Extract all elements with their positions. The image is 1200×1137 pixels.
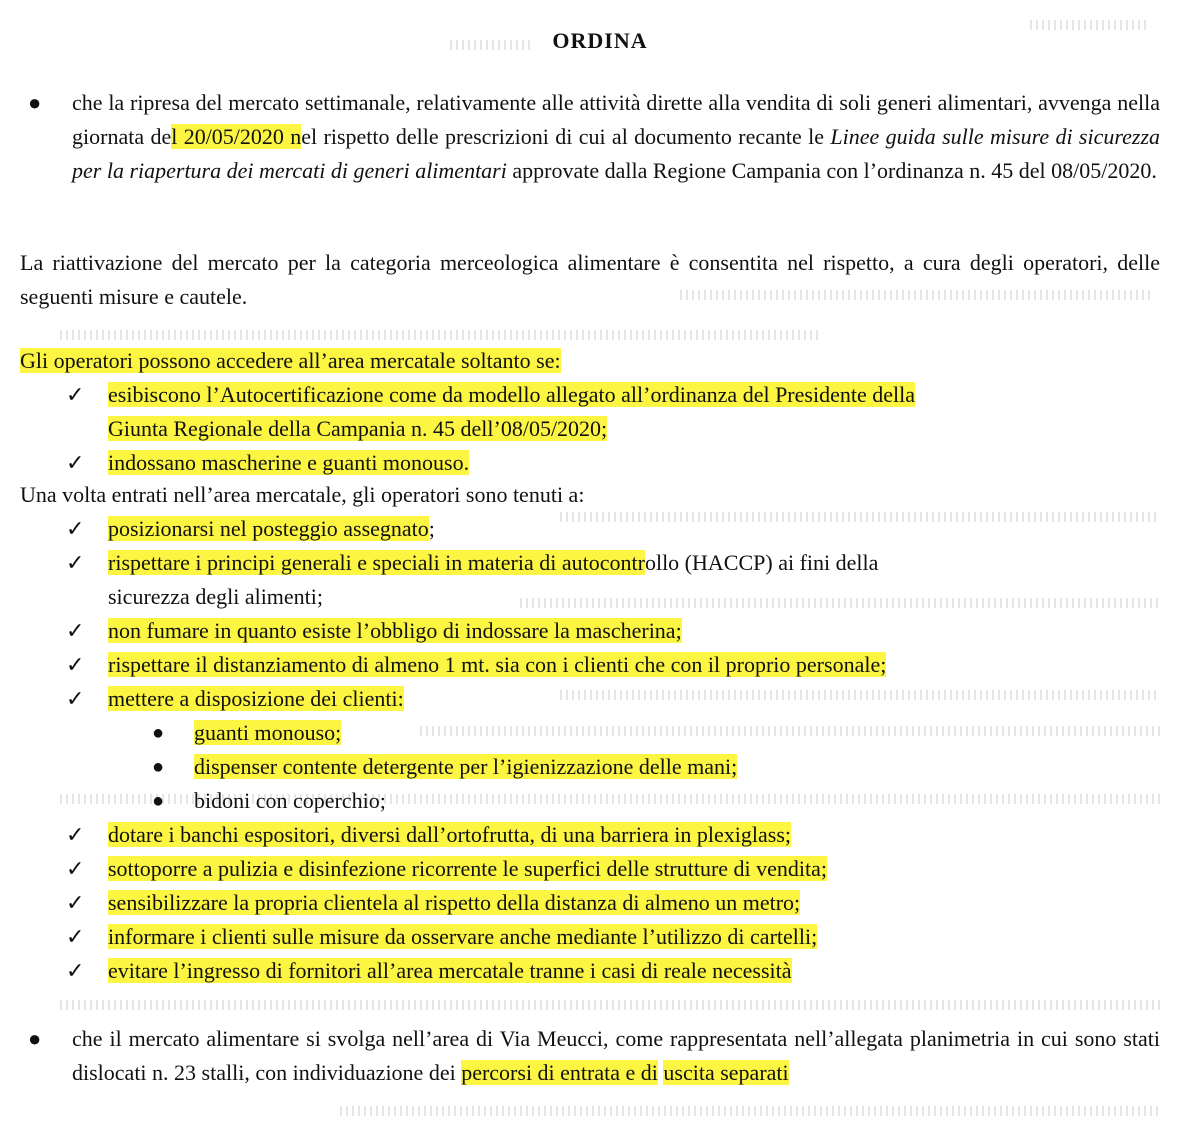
bullet2-highlight-b: uscita separati bbox=[663, 1060, 789, 1085]
check-mark: ✓ bbox=[66, 890, 85, 915]
check-mark: ✓ bbox=[66, 822, 85, 847]
duty-item bbox=[108, 852, 827, 886]
access-heading bbox=[20, 344, 561, 378]
check-mark: ✓ bbox=[66, 618, 85, 643]
duty-item bbox=[108, 954, 792, 988]
sub-item bbox=[194, 784, 386, 818]
bullet1-text-a: che la ripresa del mercato settimanale, relativamente alle attività dirette alla vendita di soli generi alimentari, avvenga nella giornata de bbox=[72, 90, 1160, 149]
bullet1-text-c: approvate dalla Regione Campania con l’ordinanza n. 45 del 08/05/2020. bbox=[506, 158, 1157, 183]
sub-item-highlight: dispenser contente detergente per l’igienizzazione delle mani; bbox=[194, 754, 738, 779]
access-heading-text: Gli operatori possono accedere all’area mercatale soltanto se: bbox=[20, 348, 561, 373]
duty-item-highlight: mettere a disposizione dei clienti: bbox=[108, 686, 404, 711]
access-item bbox=[108, 378, 915, 412]
check-mark: ✓ bbox=[66, 924, 85, 949]
sub-bullet: ● bbox=[152, 722, 165, 744]
bullet1-text-b: el rispetto delle prescrizioni di cui al documento recante le bbox=[301, 124, 831, 149]
bullet-paragraph-2 bbox=[72, 1022, 1160, 1090]
duty-item-highlight: dotare i banchi espositori, diversi dall’ortofrutta, di una barriera in plexiglass; bbox=[108, 822, 792, 847]
duty-item bbox=[108, 886, 800, 920]
duty-item-highlight: sensibilizzare la propria clientela al rispetto della distanza di almeno un metro; bbox=[108, 890, 801, 915]
duty-item-highlight: posizionarsi nel posteggio assegnato bbox=[108, 516, 429, 541]
check-mark: ✓ bbox=[66, 382, 85, 407]
bullet-paragraph-1 bbox=[72, 86, 1160, 188]
access-item-text-line2: Giunta Regionale della Campania n. 45 dell’08/05/2020; bbox=[108, 416, 608, 441]
sub-bullet: ● bbox=[152, 756, 165, 778]
check-mark: ✓ bbox=[66, 450, 85, 475]
bullet2-highlight-a: percorsi di entrata e di bbox=[461, 1060, 658, 1085]
duty-item-text: ; bbox=[428, 516, 435, 541]
check-mark: ✓ bbox=[66, 958, 85, 983]
duty-item bbox=[108, 512, 435, 546]
sub-bullet: ● bbox=[152, 790, 165, 812]
bullet-marker: ● bbox=[28, 90, 42, 115]
duty-item-text: ollo (HACCP) ai fini della bbox=[644, 550, 879, 575]
duty-item bbox=[108, 546, 1160, 580]
duty-item bbox=[108, 614, 682, 648]
document-title: ORDINA bbox=[552, 28, 648, 53]
access-item bbox=[108, 446, 469, 480]
duty-item-highlight: informare i clienti sulle misure da osservare anche mediante l’utilizzo di cartelli; bbox=[108, 924, 818, 949]
intro-paragraph: La riattivazione del mercato per la categoria merceologica alimentare è consentita nel rispetto, a cura degli operatori, delle seguenti misure e cautele. bbox=[20, 250, 1160, 309]
duty-item-highlight: non fumare in quanto esiste l’obbligo di indossare la mascherina; bbox=[108, 618, 682, 643]
sub-item-text: bidoni con coperchio; bbox=[194, 788, 386, 813]
duty-item-continued: sicurezza degli alimenti; bbox=[108, 584, 324, 609]
access-item-text: indossano mascherine e guanti monouso. bbox=[108, 450, 470, 475]
check-mark: ✓ bbox=[66, 686, 85, 711]
guidelines-title: Linee guida sulle misure di sicurezza per la riapertura dei mercati di generi alimentari bbox=[72, 124, 1160, 183]
check-mark: ✓ bbox=[66, 550, 85, 575]
check-mark: ✓ bbox=[66, 652, 85, 677]
access-item-continued bbox=[108, 412, 607, 446]
duty-item bbox=[108, 682, 404, 716]
access-item-text: esibiscono l’Autocertificazione come da modello allegato all’ordinanza del Presidente della bbox=[108, 382, 915, 407]
duty-item-highlight: rispettare il distanziamento di almeno 1 mt. sia con i clienti che con il proprio personale; bbox=[108, 652, 887, 677]
sub-item-highlight: guanti monouso; bbox=[194, 720, 342, 745]
sub-item bbox=[194, 750, 737, 784]
duty-item bbox=[108, 818, 791, 852]
duty-item-highlight: rispettare i principi generali e speciali in materia di autocontr bbox=[108, 550, 645, 575]
check-mark: ✓ bbox=[66, 856, 85, 881]
duty-item bbox=[108, 648, 886, 682]
check-mark: ✓ bbox=[66, 516, 85, 541]
duty-item-highlight: sottoporre a pulizia e disinfezione ricorrente le superfici delle strutture di vendita; bbox=[108, 856, 828, 881]
duty-item-highlight: evitare l’ingresso di fornitori all’area mercatale tranne i casi di reale necessità bbox=[108, 958, 792, 983]
bullet2-text: che il mercato alimentare si svolga nell’area di Via Meucci, come rappresentata nell’allegata planimetria in cui sono stati dislocati n. 23 stalli, con individuazione dei bbox=[72, 1026, 1160, 1085]
highlight-date: l 20/05/2020 n bbox=[171, 124, 302, 149]
duty-item bbox=[108, 920, 817, 954]
duties-heading: Una volta entrati nell’area mercatale, gli operatori sono tenuti a: bbox=[20, 482, 585, 507]
sub-item bbox=[194, 716, 341, 750]
bullet-marker: ● bbox=[28, 1026, 42, 1051]
